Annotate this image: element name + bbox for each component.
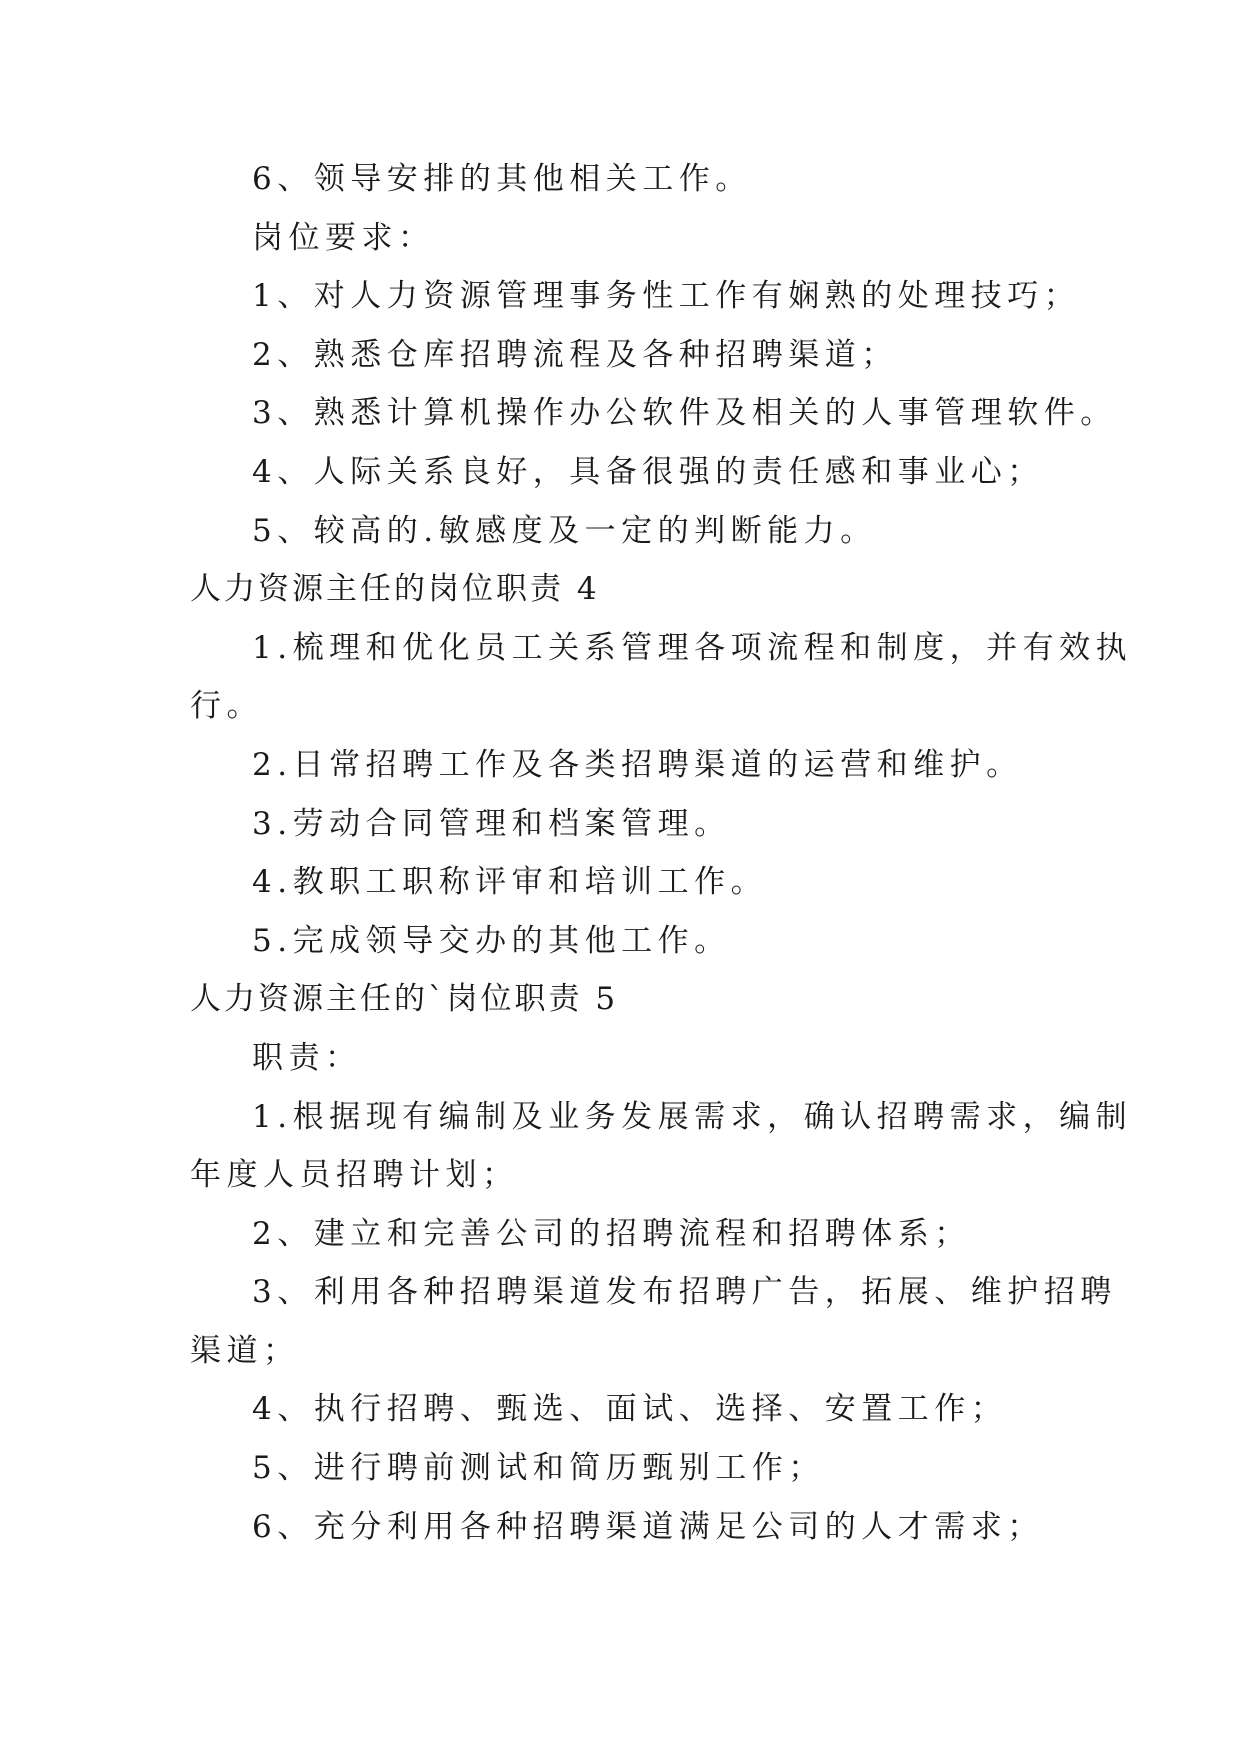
- section-heading: 人力资源主任的`岗位职责 5: [190, 981, 619, 1018]
- text-line-continuation: 渠道；: [190, 1332, 300, 1369]
- section-heading: 人力资源主任的岗位职责 4: [190, 571, 600, 608]
- text-line: 6、充分利用各种招聘渠道满足公司的人才需求；: [252, 1508, 1044, 1545]
- text-line: 2、熟悉仓库招聘流程及各种招聘渠道；: [252, 336, 898, 373]
- text-line: 2.日常招聘工作及各类招聘渠道的运营和维护。: [252, 746, 1023, 783]
- text-line: 4.教职工职称评审和培训工作。: [252, 864, 768, 901]
- section-label: 职责：: [252, 1039, 362, 1076]
- text-line-continuation: 年度人员招聘计划；: [190, 1157, 519, 1194]
- text-line-continuation: 行。: [190, 688, 263, 725]
- text-line: 6、领导安排的其他相关工作。: [252, 161, 752, 197]
- text-line: 1、对人力资源管理事务性工作有娴熟的处理技巧；: [252, 278, 1081, 315]
- text-line: 3、利用各种招聘渠道发布招聘广告，拓展、维护招聘: [252, 1274, 1117, 1311]
- text-line: 5、进行聘前测试和简历甄别工作；: [252, 1450, 825, 1487]
- text-line: 2、建立和完善公司的招聘流程和招聘体系；: [252, 1215, 971, 1252]
- document-page: [190, 150, 1133, 1556]
- text-line: 4、人际关系良好，具备很强的责任感和事业心；: [252, 453, 1044, 490]
- text-line: 4、执行招聘、甄选、面试、选择、安置工作；: [252, 1391, 1008, 1428]
- text-line: 5.完成领导交办的其他工作。: [252, 922, 731, 959]
- section-label: 岗位要求：: [252, 219, 435, 256]
- text-line: 3.劳动合同管理和档案管理。: [252, 805, 731, 842]
- text-line: 1.梳理和优化员工关系管理各项流程和制度，并有效执: [252, 629, 1133, 666]
- text-line: 5、较高的.敏感度及一定的判断能力。: [252, 512, 877, 549]
- text-line: 1.根据现有编制及业务发展需求，确认招聘需求，编制: [252, 1098, 1133, 1135]
- text-line: 3、熟悉计算机操作办公软件及相关的人事管理软件。: [252, 395, 1117, 432]
